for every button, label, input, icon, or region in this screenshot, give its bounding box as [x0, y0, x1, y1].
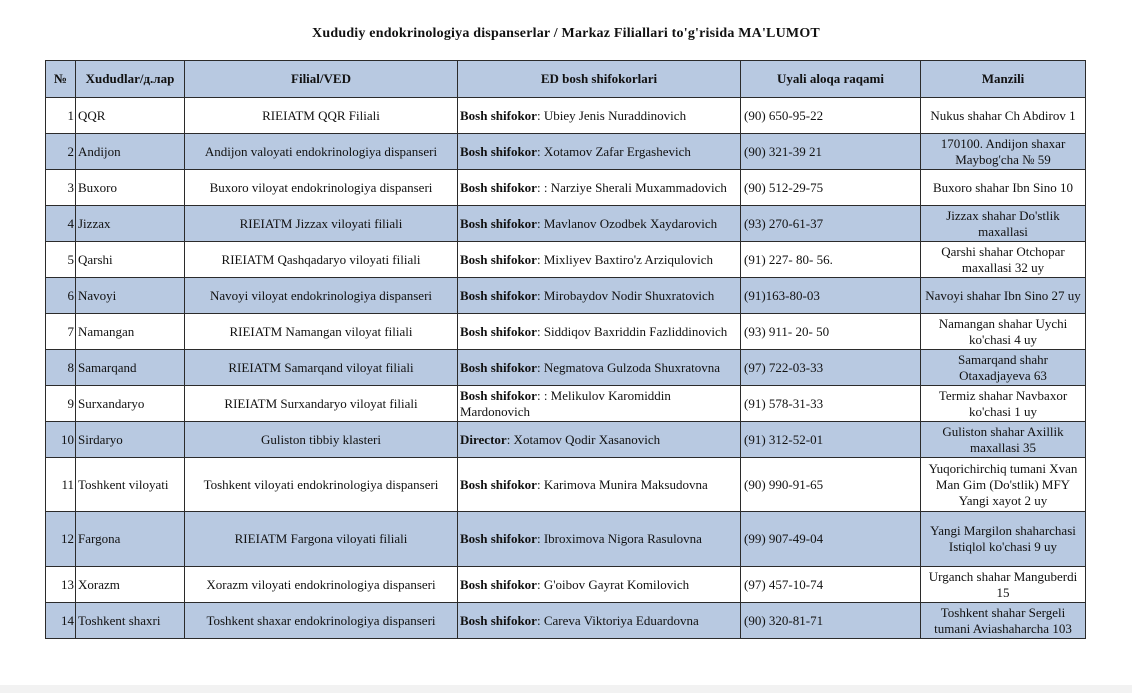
table-row: [46, 603, 1086, 639]
row-num: 5: [46, 242, 76, 278]
row-doctor: [458, 512, 741, 567]
doctor-role: Bosh shifokor: [460, 387, 537, 403]
row-address: Qarshi shahar Otchopar maxallasi 32 uy: [921, 242, 1086, 278]
table-row: [46, 134, 1086, 170]
header-num: №: [46, 61, 76, 98]
row-doctor: [458, 314, 741, 350]
row-num: 2: [46, 134, 76, 170]
row-region: Surxandaryo: [76, 386, 185, 422]
row-doctor: [458, 206, 741, 242]
row-address: Namangan shahar Uychi ko'chasi 4 uy: [921, 314, 1086, 350]
doctor-name: : Mavlanov Ozodbek Xaydarovich: [536, 215, 718, 231]
doctor-name: : Siddiqov Baxriddin Fazliddinovich: [536, 323, 728, 339]
row-address: Urganch shahar Manguberdi 15: [921, 567, 1086, 603]
header-address: Manzili: [921, 61, 1086, 98]
row-phone: (93) 911- 20- 50: [741, 314, 921, 350]
row-region: QQR: [76, 98, 185, 134]
doctor-name: : Mirobaydov Nodir Shuxratovich: [536, 287, 715, 303]
table-row: [46, 314, 1086, 350]
doctor-role: Bosh shifokor: [460, 251, 537, 267]
row-address: Samarqand shahr Otaxadjayeva 63: [921, 350, 1086, 386]
table-row: [46, 567, 1086, 603]
doctor-role: Bosh shifokor: [460, 359, 537, 375]
row-doctor: [458, 242, 741, 278]
header-filial: Filial/VED: [185, 61, 458, 98]
row-address: Jizzax shahar Do'stlik maxallasi: [921, 206, 1086, 242]
doctor-name: : Ubiey Jenis Nuraddinovich: [536, 107, 687, 123]
doctor-name: : Ibroximova Nigora Rasulovna: [536, 531, 702, 546]
row-region: Samarqand: [76, 350, 185, 386]
header-doctor: ED bosh shifokorlari: [458, 61, 741, 98]
row-doctor: [458, 350, 741, 386]
row-num: 13: [46, 567, 76, 603]
row-phone: (93) 270-61-37: [741, 206, 921, 242]
row-phone: (99) 907-49-04: [741, 512, 921, 567]
row-region: Navoyi: [76, 278, 185, 314]
row-num: 6: [46, 278, 76, 314]
row-region: Sirdaryo: [76, 422, 185, 458]
row-num: 10: [46, 422, 76, 458]
table-row: [46, 170, 1086, 206]
row-address: Nukus shahar Ch Abdirov 1: [921, 98, 1086, 134]
row-address: Yuqorichirchiq tumani Xvan Man Gim (Do'stlik) MFY Yangi xayot 2 uy: [921, 458, 1086, 512]
page-bottom-edge: [0, 685, 1132, 693]
doctor-name: : : Narziye Sherali Muxammadovich: [536, 179, 727, 195]
row-phone: (90) 321-39 21: [741, 134, 921, 170]
row-region: Fargona: [76, 512, 185, 567]
row-filial: RIEIATM Samarqand viloyat filiali: [185, 350, 458, 386]
row-region: Toshkent shaxri: [76, 603, 185, 639]
row-region: Buxoro: [76, 170, 185, 206]
doctor-role: Bosh shifokor: [460, 179, 537, 195]
row-filial: Xorazm viloyati endokrinologiya dispanseri: [185, 567, 458, 603]
row-doctor: [458, 278, 741, 314]
table-row: [46, 422, 1086, 458]
row-filial: Andijon valoyati endokrinologiya dispanseri: [185, 134, 458, 170]
row-address: Navoyi shahar Ibn Sino 27 uy: [921, 278, 1086, 314]
doctor-role: Bosh shifokor: [460, 215, 537, 231]
table-row: [46, 458, 1086, 512]
doctor-role: Bosh shifokor: [460, 531, 537, 546]
row-filial: Navoyi viloyat endokrinologiya dispanseri: [185, 278, 458, 314]
row-filial: Guliston tibbiy klasteri: [185, 422, 458, 458]
doctor-role: Bosh shifokor: [460, 143, 537, 159]
row-phone: (90) 512-29-75: [741, 170, 921, 206]
row-filial: Toshkent viloyati endokrinologiya dispanseri: [185, 458, 458, 512]
table-row: [46, 278, 1086, 314]
header-region: Xududlar/д.лар: [76, 61, 185, 98]
row-address: Termiz shahar Navbaxor ko'chasi 1 uy: [921, 386, 1086, 422]
doctor-name: : : Melikulov Karomiddin Mardonovich: [460, 387, 671, 419]
row-address: Guliston shahar Axillik maxallasi 35: [921, 422, 1086, 458]
row-filial: RIEIATM QQR Filiali: [185, 98, 458, 134]
row-num: 1: [46, 98, 76, 134]
doctor-role: Bosh shifokor: [460, 612, 537, 628]
row-num: 12: [46, 512, 76, 567]
table-row: [46, 350, 1086, 386]
row-phone: (91) 227- 80- 56.: [741, 242, 921, 278]
row-doctor: [458, 170, 741, 206]
doctor-name: : Xotamov Qodir Xasanovich: [506, 431, 661, 447]
row-address: Yangi Margilon shaharchasi Istiqlol ko'chasi 9 uy: [921, 512, 1086, 567]
row-filial: RIEIATM Jizzax viloyati filiali: [185, 206, 458, 242]
row-phone: (91)163-80-03: [741, 278, 921, 314]
table-row: [46, 512, 1086, 567]
row-num: 11: [46, 458, 76, 512]
row-phone: (90) 990-91-65: [741, 458, 921, 512]
row-num: 4: [46, 206, 76, 242]
row-doctor: [458, 458, 741, 512]
header-phone: Uyali aloqa raqami: [741, 61, 921, 98]
table-body: [46, 98, 1086, 639]
row-phone: (97) 457-10-74: [741, 567, 921, 603]
doctor-role: Bosh shifokor: [460, 287, 537, 303]
row-region: Qarshi: [76, 242, 185, 278]
doctor-name: : Mixliyev Baxtiro'z Arziqulovich: [536, 251, 713, 267]
row-filial: Buxoro viloyat endokrinologiya dispanseri: [185, 170, 458, 206]
table-row: [46, 98, 1086, 134]
doctor-name: : Careva Viktoriya Eduardovna: [536, 612, 699, 628]
row-doctor: [458, 603, 741, 639]
doctor-role: Director: [460, 431, 507, 447]
row-doctor: [458, 386, 741, 422]
row-doctor: [458, 567, 741, 603]
row-phone: (90) 650-95-22: [741, 98, 921, 134]
row-num: 8: [46, 350, 76, 386]
doctor-name: : Karimova Munira Maksudovna: [536, 476, 708, 492]
row-address: Toshkent shahar Sergeli tumani Aviashaharcha 103: [921, 603, 1086, 639]
row-phone: (91) 312-52-01: [741, 422, 921, 458]
table-row: [46, 386, 1086, 422]
doctor-name: : Xotamov Zafar Ergashevich: [536, 143, 691, 159]
branches-table: [45, 60, 1086, 639]
doctor-role: Bosh shifokor: [460, 323, 537, 339]
row-phone: (91) 578-31-33: [741, 386, 921, 422]
row-address: 170100. Andijon shaxar Maybog'cha № 59: [921, 134, 1086, 170]
row-region: Xorazm: [76, 567, 185, 603]
row-address: Buxoro shahar Ibn Sino 10: [921, 170, 1086, 206]
row-num: 3: [46, 170, 76, 206]
table-row: [46, 206, 1086, 242]
row-region: Andijon: [76, 134, 185, 170]
doctor-name: : G'oibov Gayrat Komilovich: [536, 576, 690, 592]
row-filial: RIEIATM Qashqadaryo viloyati filiali: [185, 242, 458, 278]
doctor-role: Bosh shifokor: [460, 576, 537, 592]
row-region: Jizzax: [76, 206, 185, 242]
doctor-name: : Negmatova Gulzoda Shuxratovna: [536, 359, 720, 375]
row-region: Namangan: [76, 314, 185, 350]
row-num: 7: [46, 314, 76, 350]
page-title: Xududiy endokrinologiya dispanserlar / Markaz Filiallari to'g'risida MA'LUMOT: [312, 26, 820, 41]
row-filial: RIEIATM Namangan viloyat filiali: [185, 314, 458, 350]
row-phone: (90) 320-81-71: [741, 603, 921, 639]
row-filial: RIEIATM Fargona viloyati filiali: [185, 512, 458, 567]
doctor-role: Bosh shifokor: [460, 107, 537, 123]
row-num: 14: [46, 603, 76, 639]
table-header-row: [46, 61, 1086, 98]
row-doctor: [458, 422, 741, 458]
table-row: [46, 242, 1086, 278]
row-filial: Toshkent shaxar endokrinologiya dispanseri: [185, 603, 458, 639]
row-filial: RIEIATM Surxandaryo viloyat filiali: [185, 386, 458, 422]
row-doctor: [458, 134, 741, 170]
row-doctor: [458, 98, 741, 134]
row-phone: (97) 722-03-33: [741, 350, 921, 386]
row-num: 9: [46, 386, 76, 422]
row-region: Toshkent viloyati: [76, 458, 185, 512]
doctor-role: Bosh shifokor: [460, 476, 537, 492]
